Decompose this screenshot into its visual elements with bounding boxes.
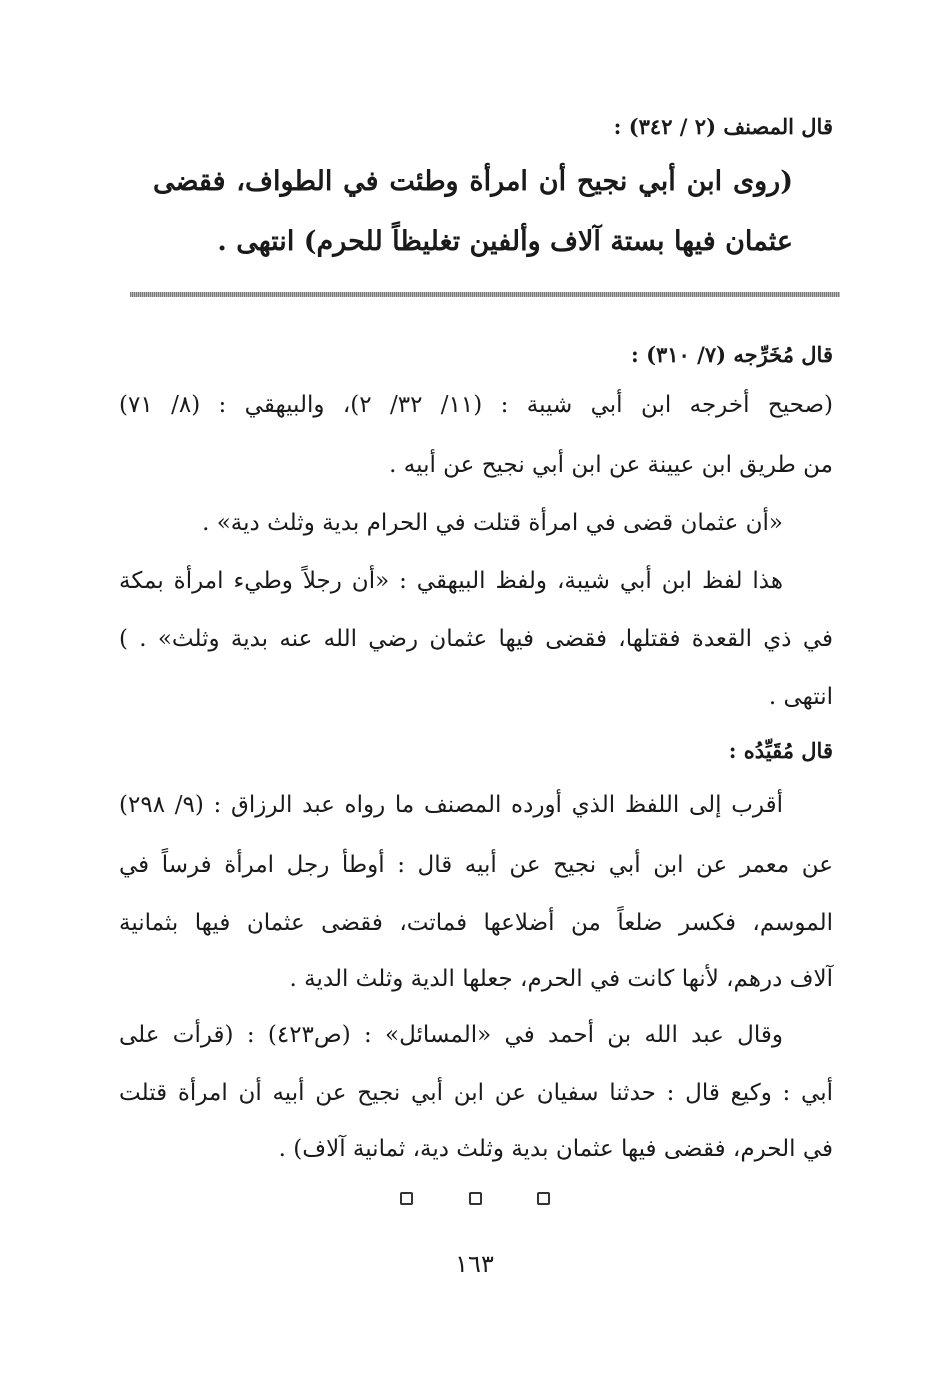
text-line: وقال عبد الله بن أحمد في «المسائل» : (ص٤٢٣) : (قرأت على xyxy=(119,1022,783,1048)
text-line: الموسم، فكسر ضلعاً من أضلاعها فماتت، فقضى عثمان فيها بثمانية xyxy=(119,910,833,936)
section-heading-takhrij: قال مُخَرِّجه (٧/ ٣١٠) : xyxy=(631,342,833,367)
page-number: ١٦٣ xyxy=(455,1250,494,1278)
square-ornament xyxy=(469,1192,482,1205)
quote-line-2: عثمان فيها بستة آلاف وألفين تغليظاً للحرم) انتهى . xyxy=(217,226,793,257)
text-line: آلاف درهم، لأنها كانت في الحرم، جعلها الدية وثلث الدية . xyxy=(289,966,833,992)
text-line: أقرب إلى اللفظ الذي أورده المصنف ما رواه عبد الرزاق : (٩/ ٢٩٨) xyxy=(119,792,783,818)
text-line: «أن عثمان قضى في امرأة قتلت في الحرام بدية وثلث دية» . xyxy=(202,510,783,536)
section-heading-muqayyid: قال مُقَيِّدُه : xyxy=(728,738,833,763)
square-ornament xyxy=(537,1192,550,1205)
text-line: عن معمر عن ابن أبي نجيح عن أبيه قال : أوطأ رجل امرأة فرساً في xyxy=(119,852,833,878)
text-line: انتهى . xyxy=(768,684,833,710)
quote-line-1: (روى ابن أبي نجيح أن امرأة وطئت في الطواف، فقضى xyxy=(153,166,793,197)
section-divider xyxy=(130,292,840,297)
text-line: في ذي القعدة فقتلها، فقضى فيها عثمان رضي الله عنه بدية وثلث» . ) xyxy=(119,626,833,652)
square-ornament xyxy=(400,1192,413,1205)
text-line: في الحرم، فقضى فيها عثمان بدية وثلث دية، ثمانية آلاف) . xyxy=(278,1136,833,1162)
text-line: (صحيح أخرجه ابن أبي شيبة : (١١/ ٣٢/ ٢)، والبيهقي : (٨/ ٧١) xyxy=(119,392,833,418)
section-heading-author: قال المصنف (٢ / ٣٤٢) : xyxy=(613,114,833,139)
text-line: أبي : وكيع قال : حدثنا سفيان عن ابن أبي نجيح عن أبيه أن امرأة قتلت xyxy=(119,1080,833,1106)
text-line: من طريق ابن عيينة عن ابن أبي نجيح عن أبيه . xyxy=(389,452,833,478)
section-end-ornament xyxy=(400,1192,550,1205)
text-line: هذا لفظ ابن أبي شيبة، ولفظ البيهقي : «أن رجلاً وطيء امرأة بمكة xyxy=(119,568,783,594)
